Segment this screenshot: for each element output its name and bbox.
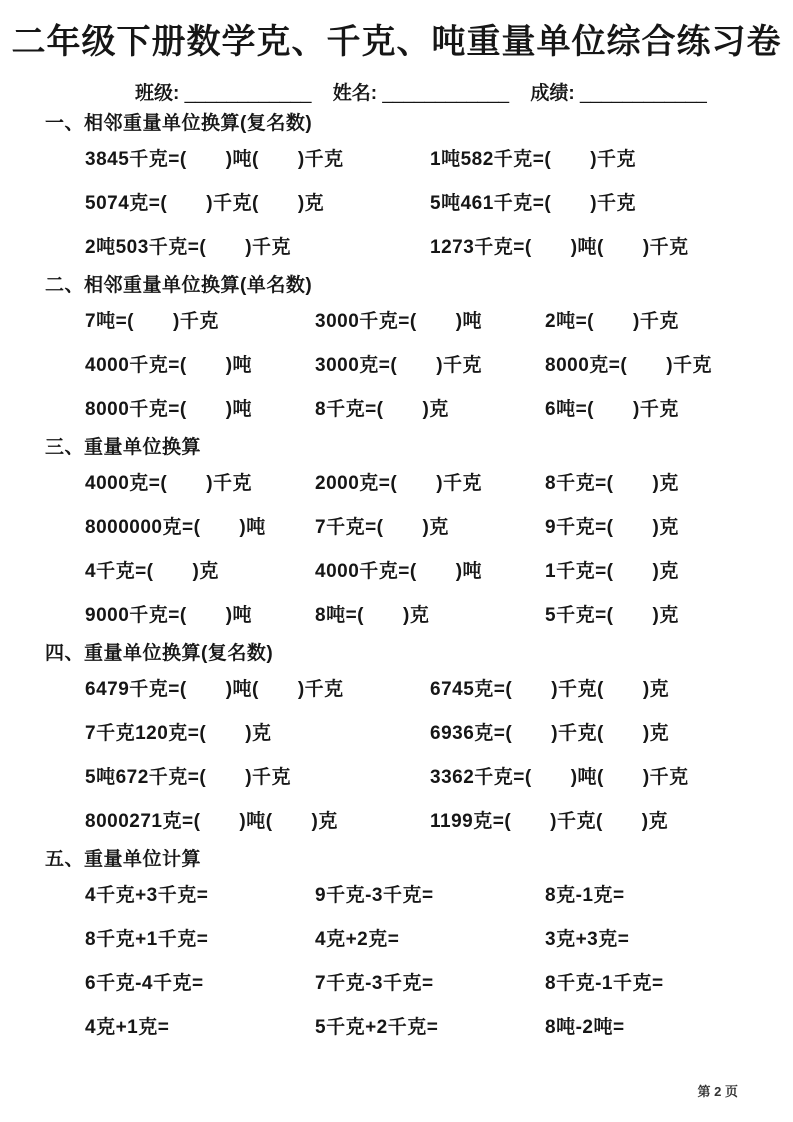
section-1-adjacent-unit-conversion-compound (45, 112, 753, 268)
problem-item: 4千克=( )克 (85, 561, 219, 583)
problem-item: 5吨461千克=( )千克 (430, 193, 637, 215)
problem-item: 4克+1克= (85, 1017, 170, 1039)
section-3-unit-conversion (45, 436, 753, 636)
problem-item: 8吨=( )克 (315, 605, 430, 627)
score-field (530, 83, 706, 104)
problem-item: 6479千克=( )吨( )千克 (85, 679, 344, 701)
problem-item: 2吨=( )千克 (545, 311, 679, 333)
section-3-heading: 三、重量单位换算 (45, 436, 202, 458)
section-4-heading: 四、重量单位换算(复名数) (45, 642, 274, 664)
problem-item: 5074克=( )千克( )克 (85, 193, 325, 215)
section-5-heading: 五、重量单位计算 (45, 848, 202, 870)
problem-row (85, 386, 753, 430)
section-2-heading: 二、相邻重量单位换算(单名数) (45, 274, 313, 296)
problem-row (85, 710, 753, 754)
section-5-problems (45, 872, 753, 1048)
problem-item: 4000千克=( )吨 (85, 355, 253, 377)
problem-item: 8千克=( )克 (315, 399, 449, 421)
problem-item: 3克+3克= (545, 929, 630, 951)
problem-item: 6吨=( )千克 (545, 399, 679, 421)
problem-item: 4000克=( )千克 (85, 473, 253, 495)
problem-row (85, 1004, 753, 1048)
class-label: 班级: (135, 82, 180, 104)
problem-item: 8千克=( )克 (545, 473, 679, 495)
problem-row (85, 460, 753, 504)
problem-row (85, 180, 753, 224)
problem-item: 1199克=( )千克( )克 (430, 811, 669, 833)
problem-item: 8千克-1千克= (545, 973, 664, 995)
class-field (135, 83, 311, 104)
problem-item: 7吨=( )千克 (85, 311, 219, 333)
problem-item: 8克-1克= (545, 885, 625, 907)
section-1-problems (45, 136, 753, 268)
problem-item: 9千克-3千克= (315, 885, 434, 907)
problem-item: 1273千克=( )吨( )千克 (430, 237, 689, 259)
problem-row (85, 960, 753, 1004)
problem-item: 3000克=( )千克 (315, 355, 483, 377)
problem-item: 4克+2克= (315, 929, 400, 951)
problem-row (85, 592, 753, 636)
section-2-adjacent-unit-conversion-single (45, 274, 753, 430)
problem-row (85, 916, 753, 960)
problem-item: 3000千克=( )吨 (315, 311, 483, 333)
name-field (333, 83, 509, 104)
problem-item: 3845千克=( )吨( )千克 (85, 149, 344, 171)
problem-item: 8吨-2吨= (545, 1017, 625, 1039)
section-4-problems (45, 666, 753, 842)
student-info-line (135, 82, 793, 106)
problem-row (85, 136, 753, 180)
problem-item: 4千克+3千克= (85, 885, 209, 907)
problem-item: 5吨672千克=( )千克 (85, 767, 292, 789)
problem-item: 8000000克=( )吨 (85, 517, 266, 539)
page-number: 第 2 页 (697, 1084, 738, 1099)
score-label: 成绩: (530, 82, 575, 104)
section-3-problems (45, 460, 753, 636)
problem-row (85, 548, 753, 592)
problem-item: 7千克120克=( )克 (85, 723, 272, 745)
name-label: 姓名: (332, 82, 378, 104)
problem-row (85, 666, 753, 710)
problem-item: 7千克=( )克 (315, 517, 449, 539)
section-1-heading: 一、相邻重量单位换算(复名数) (45, 112, 313, 134)
problem-item: 8千克+1千克= (85, 929, 209, 951)
problem-item: 4000千克=( )吨 (315, 561, 483, 583)
problem-item: 3362千克=( )吨( )千克 (430, 767, 689, 789)
problem-row (85, 872, 753, 916)
page-title: 二年级下册数学克、千克、吨重量单位综合练习卷 (11, 23, 782, 61)
score-blank-line: ____________ (580, 82, 707, 104)
class-blank-line: ____________ (184, 82, 312, 104)
problem-item: 9千克=( )克 (545, 517, 679, 539)
problem-item: 7千克-3千克= (315, 973, 434, 995)
problem-item: 2吨503千克=( )千克 (85, 237, 292, 259)
problem-item: 9000千克=( )吨 (85, 605, 253, 627)
problem-item: 2000克=( )千克 (315, 473, 483, 495)
problem-item: 6千克-4千克= (85, 973, 204, 995)
problem-row (85, 298, 753, 342)
problem-row (85, 754, 753, 798)
problem-row (85, 504, 753, 548)
problem-item: 1吨582千克=( )千克 (430, 149, 637, 171)
problem-item: 6745克=( )千克( )克 (430, 679, 670, 701)
problem-item: 8000271克=( )吨( )克 (85, 811, 338, 833)
problem-item: 8000千克=( )吨 (85, 399, 253, 421)
problem-item: 6936克=( )千克( )克 (430, 723, 670, 745)
problem-item: 8000克=( )千克 (545, 355, 713, 377)
problem-item: 5千克+2千克= (315, 1017, 439, 1039)
section-4-unit-conversion-compound (45, 642, 753, 842)
section-2-problems (45, 298, 753, 430)
worksheet-content (0, 112, 793, 1048)
section-5-unit-calculation (45, 848, 753, 1048)
problem-item: 5千克=( )克 (545, 605, 679, 627)
problem-row (85, 342, 753, 386)
problem-row (85, 798, 753, 842)
name-blank-line: ____________ (382, 82, 510, 104)
problem-row (85, 224, 753, 268)
problem-item: 1千克=( )克 (545, 561, 679, 583)
